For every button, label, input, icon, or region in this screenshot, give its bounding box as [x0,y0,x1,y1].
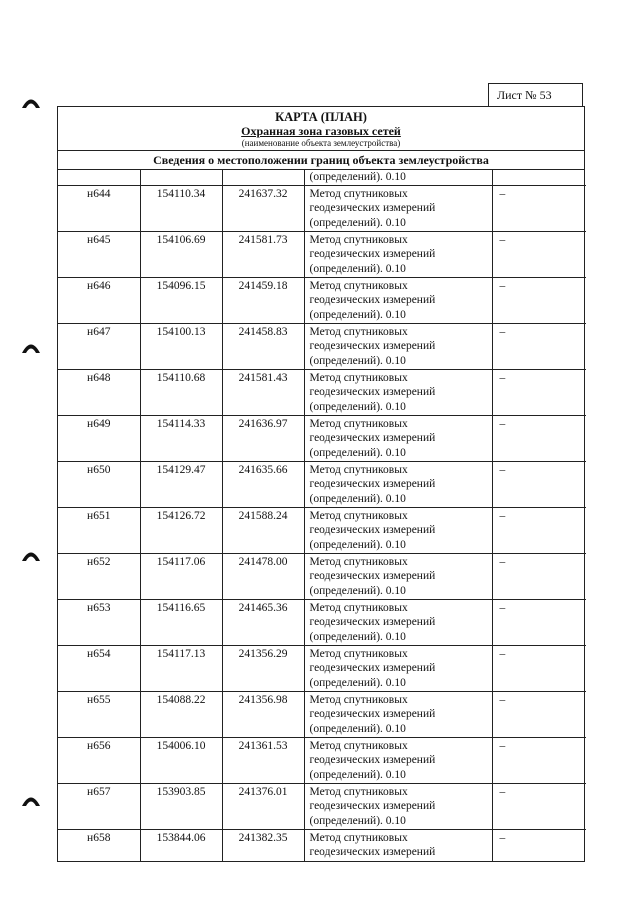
method-cell [304,600,492,646]
method-line-3: (определений). 0.10 [309,630,406,643]
coord-y: 241588.24 [222,508,304,554]
coord-y: 241636.97 [222,416,304,462]
point-name: н646 [58,278,140,324]
method-line-1: Метод спутниковых [309,326,408,338]
description-cell: – [492,692,586,738]
description-cell: – [492,278,586,324]
method-line-2: геодезических измерений [309,478,436,491]
method-line-2: геодезических измерений [309,846,436,859]
table-row [58,324,586,370]
method-line-2: геодезических измерений [309,662,436,675]
point-name: н653 [58,600,140,646]
document-frame [57,106,585,862]
method-line-3: (определений). 0.10 [309,492,406,505]
method-line-1: Метод спутниковых [309,372,408,384]
table-row [58,370,586,416]
coord-y: 241382.35 [222,830,304,861]
table-row-continuation [58,170,586,186]
table-row [58,232,586,278]
coord-x: 153844.06 [140,830,222,861]
method-cell [304,462,492,508]
binder-hole-icon [20,340,42,354]
method-cell: (определений). 0.10 [304,170,492,186]
coord-y: 241361.53 [222,738,304,784]
section-title: Сведения о местоположении границ объекта землеустройства [58,151,584,170]
description-cell: – [492,784,586,830]
method-cell [304,646,492,692]
description-cell: – [492,738,586,784]
table-row [58,738,586,784]
sheet-number [488,83,583,107]
method-cell [304,370,492,416]
description-cell: – [492,324,586,370]
method-line-2: геодезических измерений [309,294,436,307]
method-cell [304,692,492,738]
method-line-3: (определений). 0.10 [309,354,406,367]
point-name: н649 [58,416,140,462]
description-cell: – [492,416,586,462]
method-cell [304,784,492,830]
method-line-1: Метод спутниковых [309,556,408,568]
point-name: н645 [58,232,140,278]
table-row [58,508,586,554]
coord-y: 241478.00 [222,554,304,600]
coord-y: 241356.29 [222,646,304,692]
method-line-1: Метод спутниковых [309,234,408,246]
coord-y: 241459.18 [222,278,304,324]
point-name: н650 [58,462,140,508]
method-line-2: геодезических измерений [309,524,436,537]
method-line-1: Метод спутниковых [309,602,408,614]
coord-x: 154129.47 [140,462,222,508]
coord-y: 241635.66 [222,462,304,508]
method-line-3: (определений). 0.10 [309,722,406,735]
coord-y: 241465.36 [222,600,304,646]
coord-y: 241581.73 [222,232,304,278]
coord-x: 154110.34 [140,186,222,232]
method-line-2: геодезических измерений [309,754,436,767]
point-name: н655 [58,692,140,738]
method-line-3: (определений). 0.10 [309,308,406,321]
method-line-1: Метод спутниковых [309,694,408,706]
table-row [58,600,586,646]
method-line-2: геодезических измерений [309,616,436,629]
method-line-2: геодезических измерений [309,570,436,583]
method-cell [304,278,492,324]
method-line-3: (определений). 0.10 [309,676,406,689]
table-row [58,784,586,830]
binder-hole-icon [20,95,42,109]
description-cell: – [492,554,586,600]
object-name: Охранная зона газовых сетей [241,124,401,138]
point-name: н651 [58,508,140,554]
table-row [58,186,586,232]
method-line-1: Метод спутниковых [309,740,408,752]
coord-x: 153903.85 [140,784,222,830]
method-line-2: геодезических измерений [309,202,436,215]
method-cell [304,830,492,861]
point-name: н654 [58,646,140,692]
method-line-2: геодезических измерений [309,708,436,721]
method-line-1: Метод спутниковых [309,188,408,200]
object-name-note: (наименование объекта землеустройства) [58,138,584,151]
description-cell: – [492,600,586,646]
method-line-3: (определений). 0.10 [309,216,406,229]
description-cell: – [492,830,586,861]
method-cell [304,324,492,370]
table-row [58,278,586,324]
point-name: н658 [58,830,140,861]
method-line-1: Метод спутниковых [309,648,408,660]
method-line-2: геодезических измерений [309,800,436,813]
point-name: н652 [58,554,140,600]
coord-x: 154117.06 [140,554,222,600]
binder-hole-icon [20,793,42,807]
method-line-2: геодезических измерений [309,340,436,353]
coord-y: 241356.98 [222,692,304,738]
coord-x: 154116.65 [140,600,222,646]
point-name: н648 [58,370,140,416]
coord-x: 154110.68 [140,370,222,416]
method-line-3: (определений). 0.10 [309,584,406,597]
coord-x: 154096.15 [140,278,222,324]
coord-x: 154100.13 [140,324,222,370]
method-cell [304,232,492,278]
page-title: КАРТА (ПЛАН) [275,110,367,124]
method-line-1: Метод спутниковых [309,832,408,844]
table-row [58,646,586,692]
method-line-1: Метод спутниковых [309,786,408,798]
description-cell: – [492,462,586,508]
coord-y: 241637.32 [222,186,304,232]
description-cell: – [492,232,586,278]
method-cell [304,416,492,462]
coord-x: 154106.69 [140,232,222,278]
point-name: н647 [58,324,140,370]
description-cell: – [492,370,586,416]
method-line-2: геодезических измерений [309,432,436,445]
method-line-3: (определений). 0.10 [309,262,406,275]
coordinates-table [58,170,586,861]
method-line-2: геодезических измерений [309,248,436,261]
method-line-3: (определений). 0.10 [309,768,406,781]
coord-y: 241458.83 [222,324,304,370]
method-line-1: Метод спутниковых [309,464,408,476]
table-row [58,462,586,508]
table-row [58,416,586,462]
coord-x: 154088.22 [140,692,222,738]
method-line-3: (определений). 0.10 [309,400,406,413]
method-cell [304,554,492,600]
description-cell: – [492,508,586,554]
method-cell [304,508,492,554]
method-cell [304,738,492,784]
method-line-1: Метод спутниковых [309,418,408,430]
table-row [58,692,586,738]
coord-x: 154114.33 [140,416,222,462]
method-line-1: Метод спутниковых [309,280,408,292]
point-name: н644 [58,186,140,232]
coord-x: 154117.13 [140,646,222,692]
table-row [58,830,586,861]
coord-y: 241376.01 [222,784,304,830]
coord-x: 154006.10 [140,738,222,784]
table-row [58,554,586,600]
method-line-3: (определений). 0.10 [309,538,406,551]
coord-y: 241581.43 [222,370,304,416]
sheet-number-label: Лист № 53 [497,87,552,102]
coord-x: 154126.72 [140,508,222,554]
point-name: н656 [58,738,140,784]
method-cell [304,186,492,232]
method-line-3: (определений). 0.10 [309,814,406,827]
method-line-2: геодезических измерений [309,386,436,399]
binder-hole-icon [20,548,42,562]
point-name: н657 [58,784,140,830]
description-cell: – [492,186,586,232]
method-line-3: (определений). 0.10 [309,446,406,459]
method-line-1: Метод спутниковых [309,510,408,522]
description-cell: – [492,646,586,692]
